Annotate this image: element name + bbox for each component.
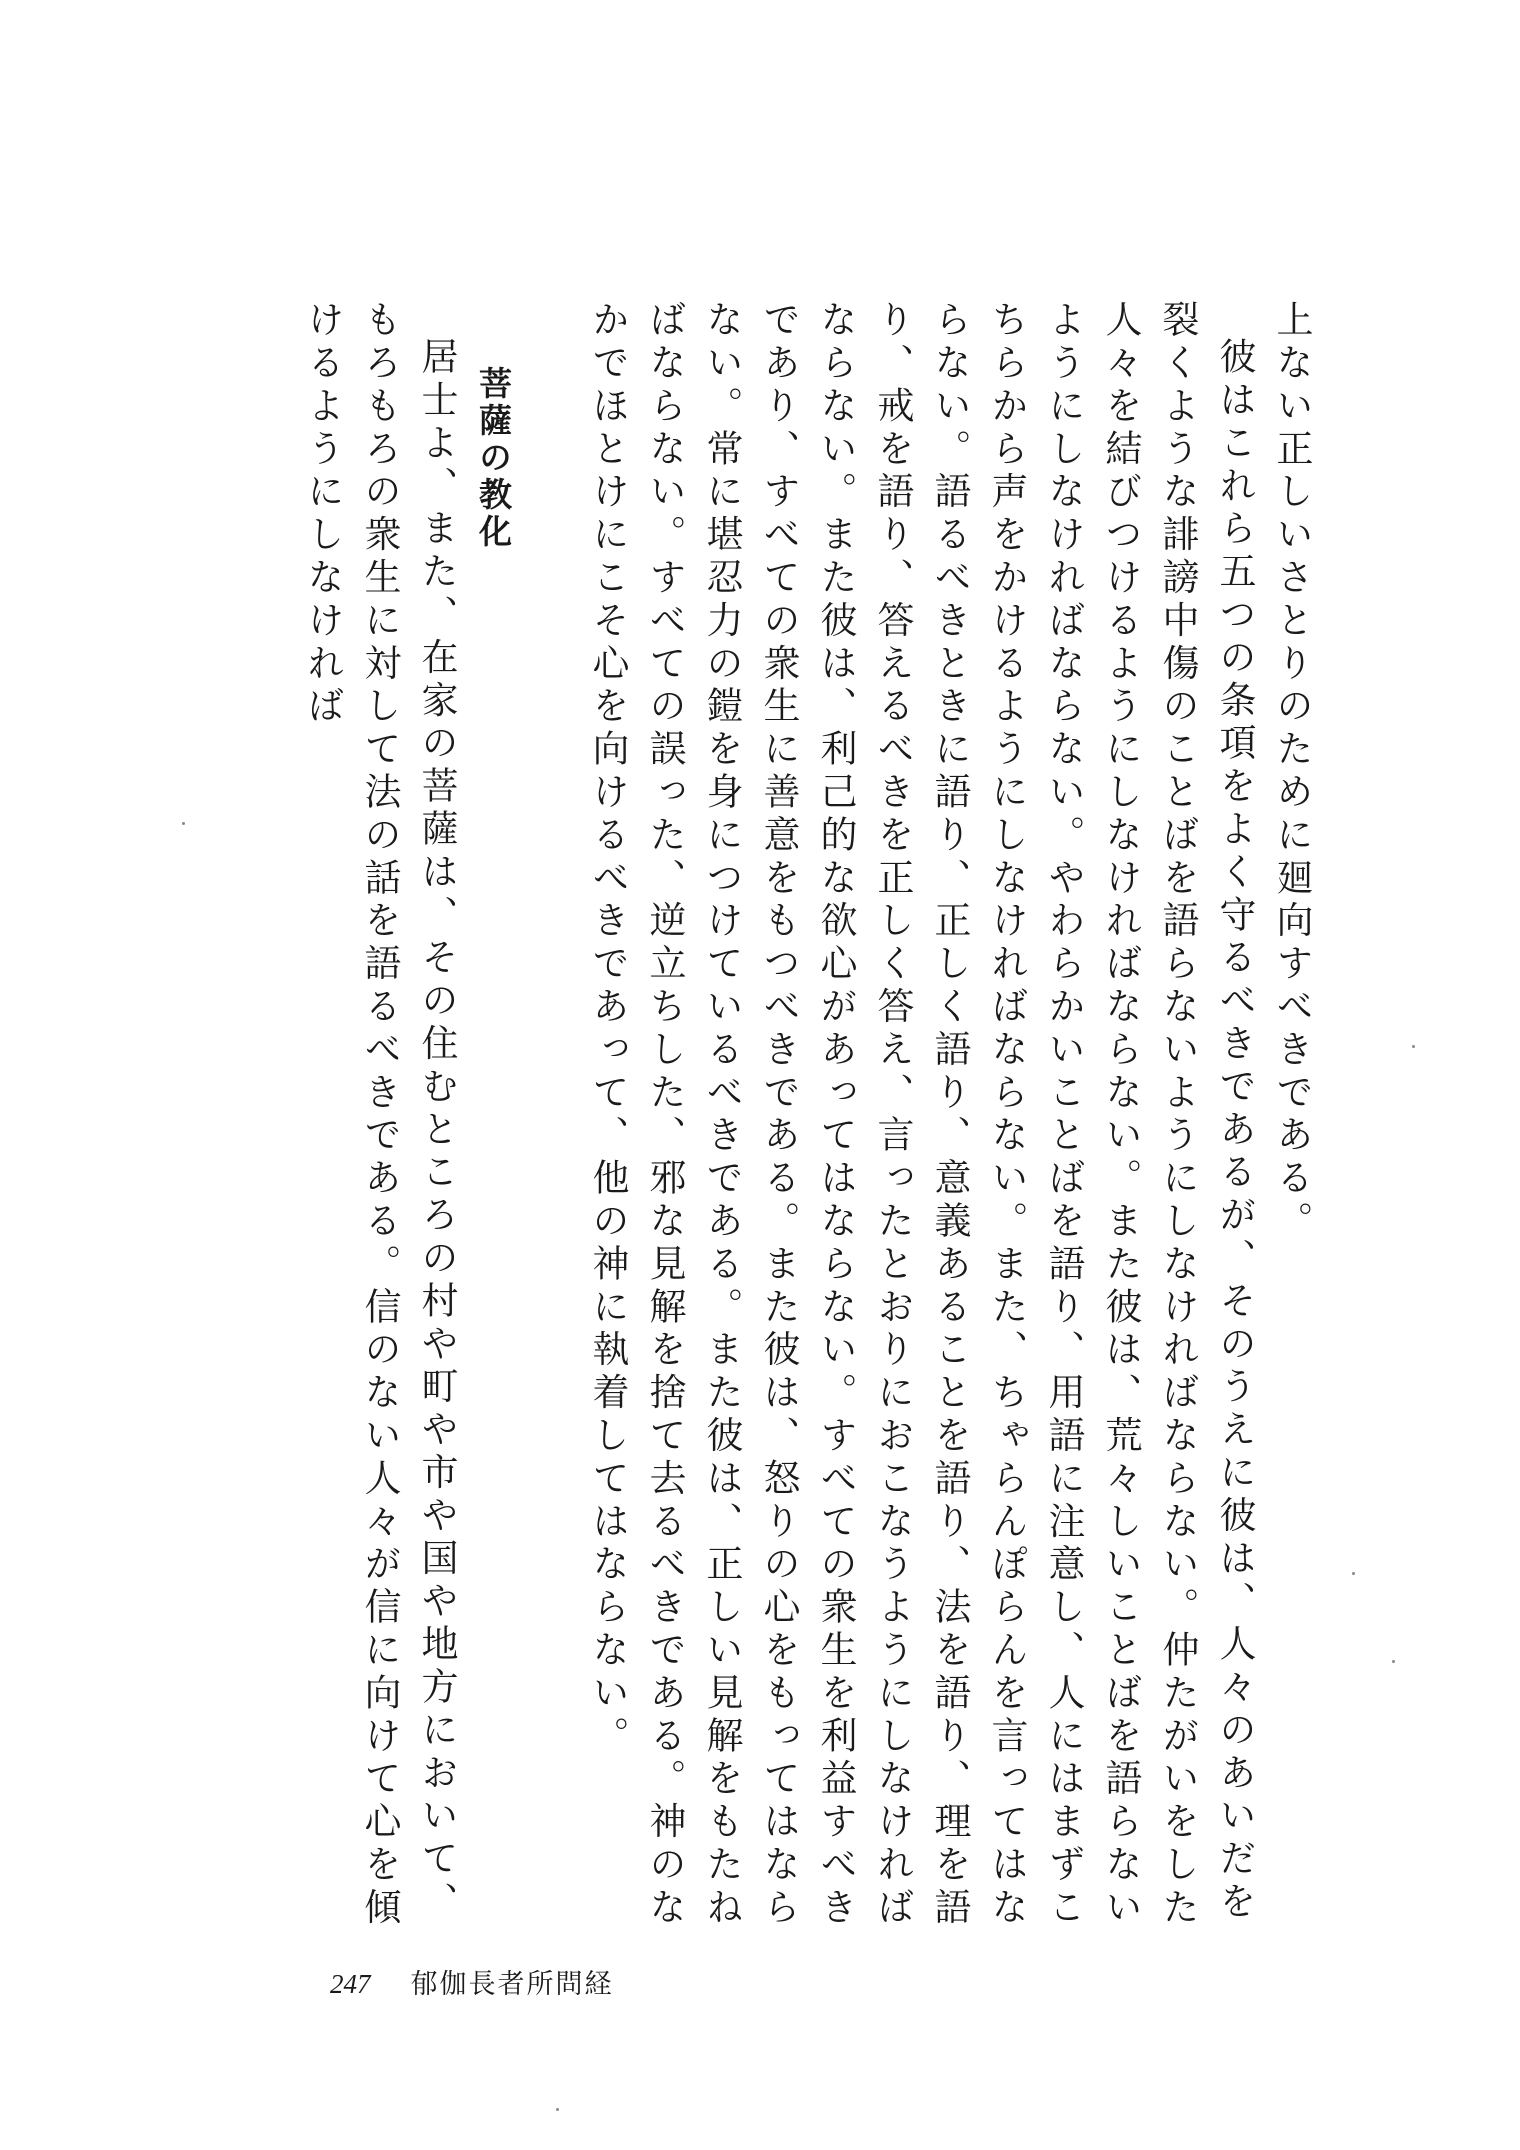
paragraph-five-precepts: 彼はこれら五つの条項をよく守るべきであるが、そのうえに彼は、人々のあいだを裂くような誹謗中傷のことばを語らないようにしなければならない。仲たがいをした人々を結びつけるようにしなければならない。また彼は、荒々しいことばを語らないようにしなければならない。やわらかいことばを語り、用語に注意し、人にはまずこちらから声をかけるようにしなければならない。また、ちゃらんぽらんを言ってはならない。語るべきときに語り、正しく語り、意義あることを語り、法を語り、理を語り、戒を語り、答えるべきを正しく答え、言ったとおりにおこなうようにしなければならない。また彼は、利己的な欲心があってはならない。すべての衆生を利益すべきであり、すべての衆生に善意をもつべきである。また彼は、怒りの心をもってはならない。常に堪忍力の鎧を身につけているべきである。また彼は、正しい見解をもたねばならない。すべての誤った、逆立ちした、邪な見解を捨て去るべきである。神のなかでほとけにこそ心を向けるべきであって、他の神に執着してはならない。 [586, 300, 1256, 1931]
paragraph-bodhisattva-teaching: 居士よ、また、在家の菩薩は、その住むところの村や町や市や国や地方において、もろもろの衆生に対して法の話を語るべきである。信のない人々が信に向けて心を傾けるようにしなければ [301, 300, 458, 1931]
scan-speck [1352, 1572, 1355, 1575]
section-heading: 菩薩の教化 [474, 366, 513, 551]
page-footer [330, 1962, 614, 2002]
scan-speck [1412, 1045, 1415, 1048]
scan-speck [182, 822, 185, 825]
scan-speck [556, 2108, 559, 2111]
body-text [270, 300, 1320, 1950]
page-number: 247 [330, 1969, 371, 1999]
running-title: 郁伽長者所問経 [410, 1969, 614, 2000]
scan-speck [1392, 1660, 1395, 1663]
continued-line: 上ない正しいさとりのために廻向すべきである。 [1270, 300, 1313, 1244]
